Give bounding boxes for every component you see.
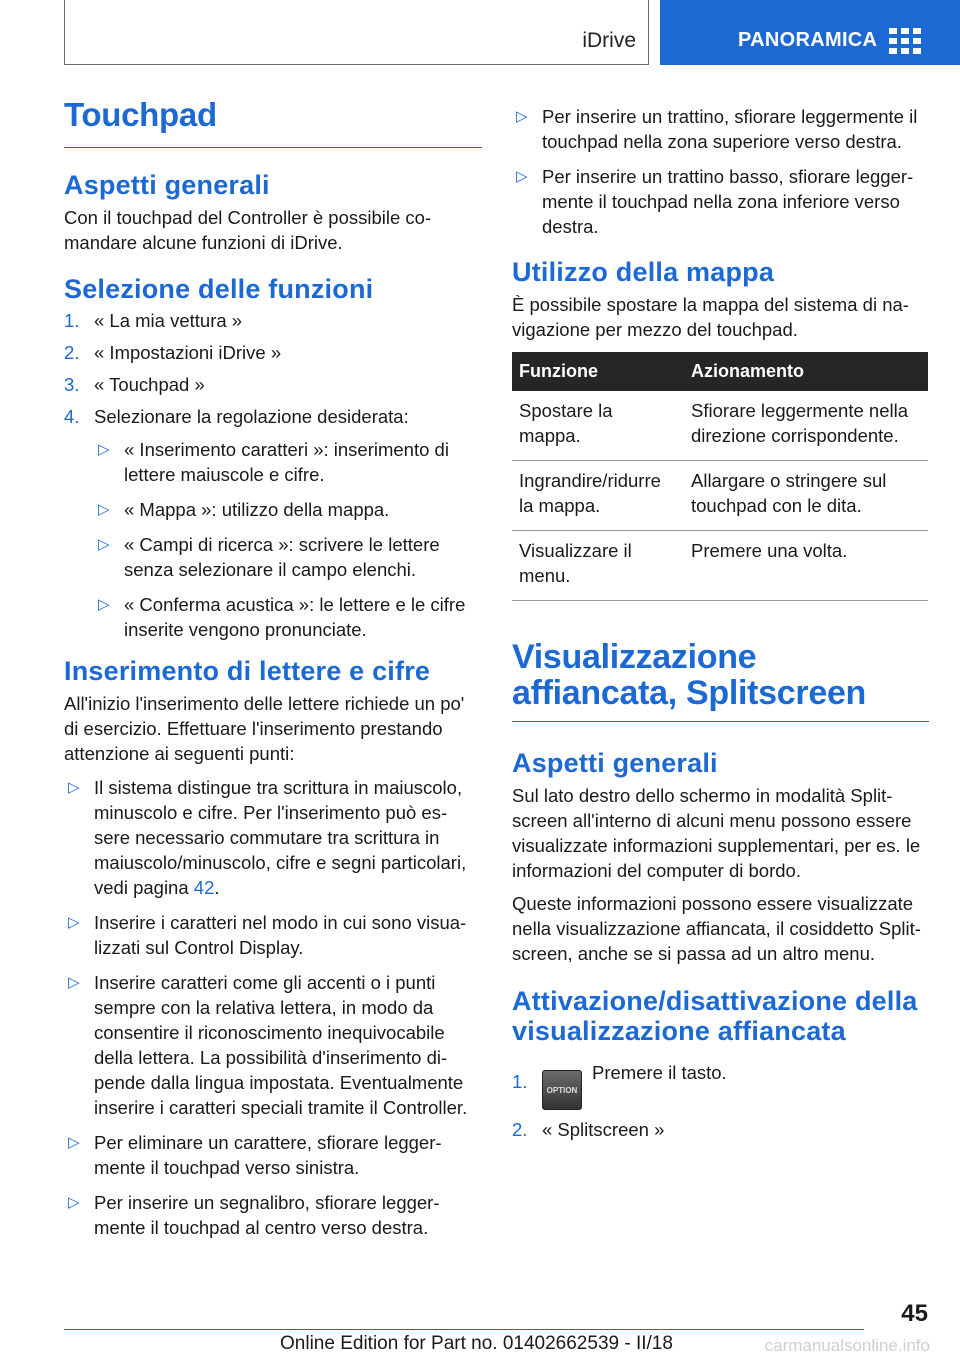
right-column [512, 104, 929, 1149]
list-item: ▷ « Mappa »: utilizzo della mappa. [98, 499, 390, 520]
triangle-bullet-icon: ▷ [98, 441, 110, 458]
page-number: 45 [901, 1300, 928, 1327]
table-cell: Spostare la mappa. [512, 391, 684, 461]
list-item: ▷ Per inserire un trattino, sfiorare leggermente il touchpad nella zona superiore verso destra. [516, 106, 918, 152]
footer-divider [64, 1329, 864, 1330]
triangle-bullet-icon: ▷ [516, 108, 528, 125]
selection-options [94, 437, 482, 642]
page-link[interactable]: 42 [193, 877, 215, 898]
triangle-bullet-icon: ▷ [98, 596, 110, 613]
table-header-action: Azionamento [684, 352, 928, 391]
triangle-bullet-icon: ▷ [68, 779, 80, 796]
triangle-bullet-icon: ▷ [516, 168, 528, 185]
hyphen-tips [512, 104, 929, 239]
list-item: 2. « Impostazioni iDrive » [64, 342, 282, 363]
activation-heading: Attivazione/disattivazione della visualizzazione affiancata [512, 986, 918, 1046]
list-item: ▷ Per eliminare un carattere, sfiorare legger-mente il touchpad verso sinistra. [68, 1132, 442, 1178]
triangle-bullet-icon: ▷ [68, 1194, 80, 1211]
list-item: 2. « Splitscreen » [512, 1119, 665, 1140]
header-title-box [64, 0, 649, 65]
overview-nav-button[interactable] [660, 0, 960, 65]
overview-nav-label: PANORAMICA [738, 29, 878, 51]
triangle-bullet-icon: ▷ [68, 914, 80, 931]
selection-heading: Selezione delle funzioni [64, 274, 374, 304]
splitscreen-text-2: Queste informazioni possono essere visualizzate nella visualizzazione affiancata, il cosiddetto Split-screen, anche se si passa ad un altro menu. [512, 893, 921, 964]
list-item: ▷ Il sistema distingue tra scrittura in maiuscolo, minuscolo e cifre. Per l'inserimento può es-sere necessario commutare tra scrittura in maiuscolo/minuscolo, cifre e segni particolari, vedi pagina 42. [68, 777, 467, 898]
activation-steps [512, 1060, 929, 1142]
watermark: carmanualsonline.info [764, 1336, 930, 1355]
map-heading: Utilizzo della mappa [512, 257, 775, 287]
splitscreen-title: Visualizzazione affiancata, Splitscreen [512, 639, 929, 722]
selection-steps [64, 308, 482, 429]
list-item: ▷ Per inserire un trattino basso, sfiorare legger-mente il touchpad nella zona inferiore verso destra. [516, 166, 914, 237]
table-cell: Ingrandire/ridurre la mappa. [512, 461, 684, 531]
footer-edition: Online Edition for Part no. 01402662539 - II/18 [280, 1333, 673, 1354]
map-table [512, 352, 928, 601]
left-column [64, 96, 482, 1250]
table-cell: Sfiorare leggermente nella direzione corrispondente. [684, 391, 928, 461]
overview-heading: Aspetti generali [64, 170, 270, 200]
table-cell: Visualizzare il menu. [512, 531, 684, 601]
triangle-bullet-icon: ▷ [98, 501, 110, 518]
input-tips [64, 775, 482, 1240]
list-item: ▷ Inserire caratteri come gli accenti o i punti sempre con la relativa lettera, in modo da consentire il riconoscimento inequivocabile della lettera. La possibilità d'inserimento di-pende dalla lingua impostata. Eventualmente inserire i caratteri speciali tramite il Controller. [68, 972, 468, 1118]
table-row [512, 391, 928, 461]
table-cell: Premere una volta. [684, 531, 928, 601]
splitscreen-text-1: Sul lato destro dello schermo in modalità Split-screen all'interno di alcuni menu possono essere visualizzate informazioni supplementari, per es. le informazioni del computer di bordo. [512, 785, 921, 881]
table-row [512, 461, 928, 531]
table-cell: Allargare o stringere sul touchpad con le dita. [684, 461, 928, 531]
triangle-bullet-icon: ▷ [68, 974, 80, 991]
page-title: Touchpad [64, 96, 482, 148]
table-header-row [512, 352, 928, 391]
input-heading: Inserimento di lettere e cifre [64, 656, 431, 686]
triangle-bullet-icon: ▷ [68, 1134, 80, 1151]
map-text: È possibile spostare la mappa del sistema di na-vigazione per mezzo del touchpad. [512, 294, 909, 340]
input-intro: All'inizio l'inserimento delle lettere richiede un po' di esercizio. Effettuare l'inserimento prestando attenzione ai seguenti punti: [64, 693, 465, 764]
splitscreen-overview-heading: Aspetti generali [512, 748, 718, 778]
table-header-function: Funzione [512, 352, 684, 391]
option-button-icon: OPTION [542, 1070, 582, 1110]
list-item: 4. Selezionare la regolazione desiderata: [64, 406, 409, 427]
header-title: iDrive [582, 29, 636, 52]
triangle-bullet-icon: ▷ [98, 536, 110, 553]
list-item: ▷ « Inserimento caratteri »: inserimento di lettere maiuscole e cifre. [98, 439, 449, 485]
list-item: ▷ Per inserire un segnalibro, sfiorare legger-mente il touchpad al centro verso destra. [68, 1192, 440, 1238]
list-item: ▷ « Campi di ricerca »: scrivere le lettere senza selezionare il campo elenchi. [98, 534, 440, 580]
overview-text: Con il touchpad del Controller è possibile co-mandare alcune funzioni di iDrive. [64, 207, 432, 253]
table-row [512, 531, 928, 601]
grid-icon [889, 28, 921, 54]
list-item: 1. OPTIONPremere il tasto. [512, 1060, 929, 1110]
list-item: 3. « Touchpad » [64, 374, 205, 395]
list-item: ▷ « Conferma acustica »: le lettere e le cifre inserite vengono pronunciate. [98, 594, 466, 640]
list-item: ▷ Inserire i caratteri nel modo in cui sono visua-lizzati sul Control Display. [68, 912, 467, 958]
list-item: 1. « La mia vettura » [64, 310, 243, 331]
